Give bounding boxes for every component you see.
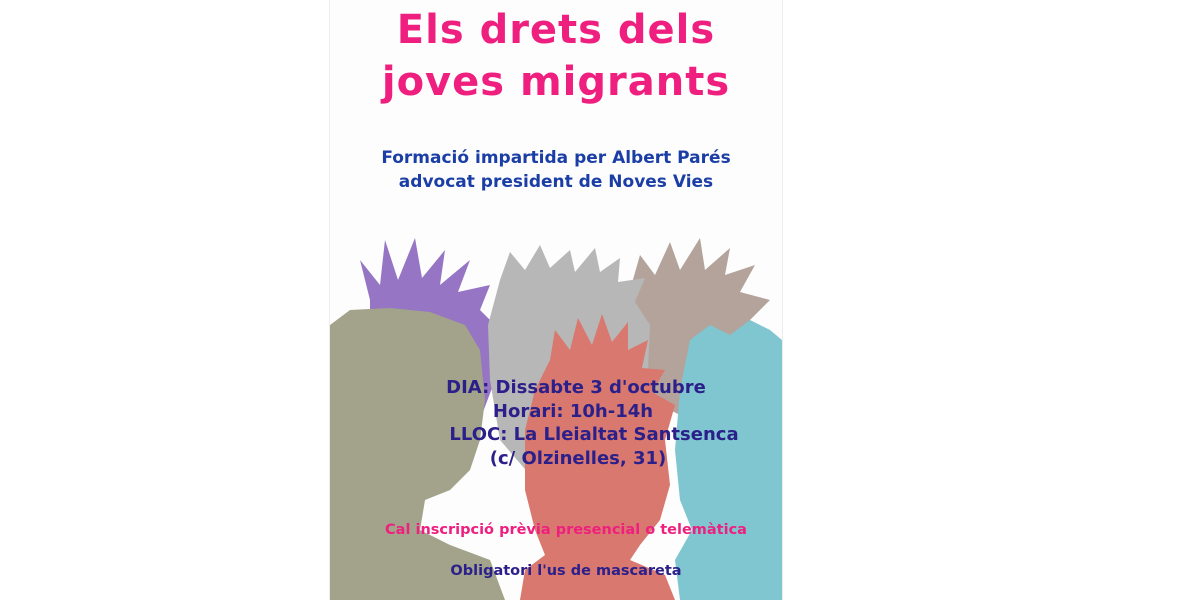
registration-note: Cal inscripció prèvia presencial o telemàtica: [385, 522, 747, 538]
event-date: DIA: Dissabte 3 d'octubre: [446, 377, 706, 398]
event-address: (c/ Olzinelles, 31): [489, 447, 667, 469]
poster-title: [330, 4, 782, 108]
title-line-2: joves migrants: [381, 59, 731, 105]
title-line-1: Els drets dels: [396, 7, 716, 53]
event-details: [330, 376, 782, 470]
event-place: LLOC: La Lleialtat Santsenca: [449, 424, 739, 445]
subtitle-line-2: advocat president de Noves Vies: [398, 172, 714, 192]
poster-subtitle: [330, 146, 782, 194]
event-poster: [330, 0, 782, 600]
mask-note: Obligatori l'us de mascareta: [450, 563, 682, 579]
event-time: Horari: 10h-14h: [492, 400, 654, 422]
subtitle-line-1: Formació impartida per Albert Parés: [381, 148, 731, 168]
